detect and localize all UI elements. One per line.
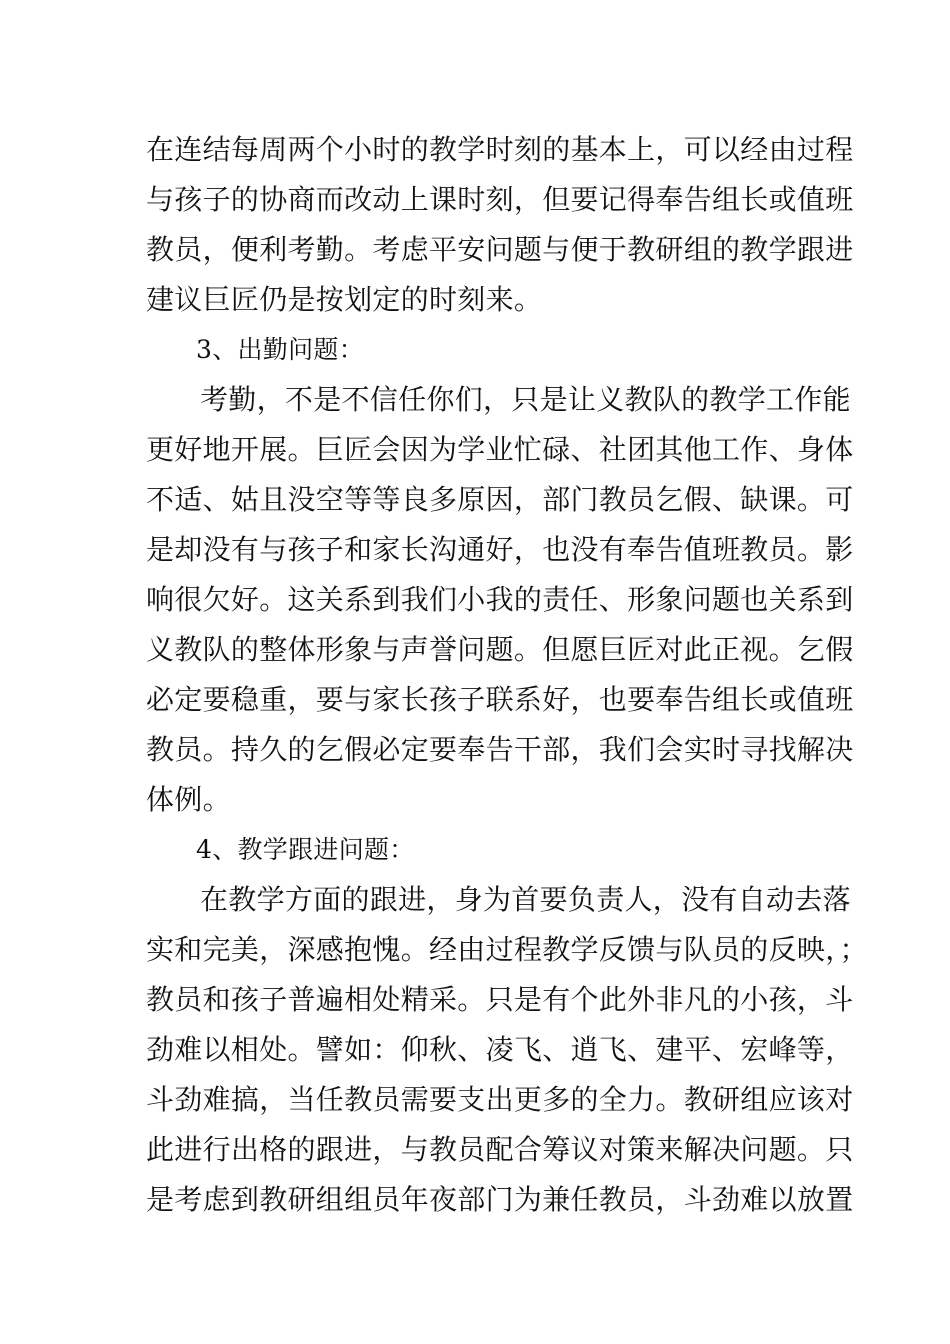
text-line: 建议巨匠仍是按划定的时刻来。 (146, 283, 543, 316)
text-line: 教员。持久的乞假必定要奉告干部，我们会实时寻找解决 (146, 733, 854, 766)
text-line: 是却没有与孩子和家长沟通好，也没有奉告值班教员。影 (146, 533, 854, 566)
text-line: 教员，便利考勤。考虑平安问题与便于教研组的教学跟进 (146, 233, 854, 266)
text-line: 体例。 (146, 783, 231, 816)
text-line: 不适、姑且没空等等良多原因，部门教员乞假、缺课。可 (146, 483, 854, 516)
section-heading: 3、出勤问题： (196, 335, 365, 364)
section-heading: 4、教学跟进问题： (196, 835, 415, 864)
text-line: 教员和孩子普遍相处精采。只是有个此外非凡的小孩，斗 (146, 983, 854, 1016)
text-line: 此进行出格的跟进，与教员配合筹议对策来解决问题。只 (146, 1133, 854, 1166)
text-line: 义教队的整体形象与声誉问题。但愿巨匠对此正视。乞假 (146, 633, 854, 666)
text-line: 在教学方面的跟进，身为首要负责人，没有自动去落 (200, 883, 851, 916)
text-line: 在连结每周两个小时的教学时刻的基本上，可以经由过程 (146, 133, 854, 166)
text-line: 更好地开展。巨匠会因为学业忙碌、社团其他工作、身体 (146, 433, 854, 466)
text-line: 是考虑到教研组组员年夜部门为兼任教员，斗劲难以放置 (146, 1183, 854, 1216)
text-line: 实和完美，深感抱愧。经由过程教学反馈与队员的反映，； (146, 933, 868, 966)
text-line: 响很欠好。这关系到我们小我的责任、形象问题也关系到 (146, 583, 854, 616)
text-line: 与孩子的协商而改动上课时刻，但要记得奉告组长或值班 (146, 183, 854, 216)
text-line: 必定要稳重，要与家长孩子联系好，也要奉告组长或值班 (146, 683, 854, 716)
text-line: 斗劲难搞，当任教员需要支出更多的全力。教研组应该对 (146, 1083, 854, 1116)
text-line: 劲难以相处。譬如：仰秋、凌飞、逍飞、建平、宏峰等， (146, 1033, 854, 1066)
text-line: 考勤，不是不信任你们，只是让义教队的教学工作能 (200, 383, 851, 416)
